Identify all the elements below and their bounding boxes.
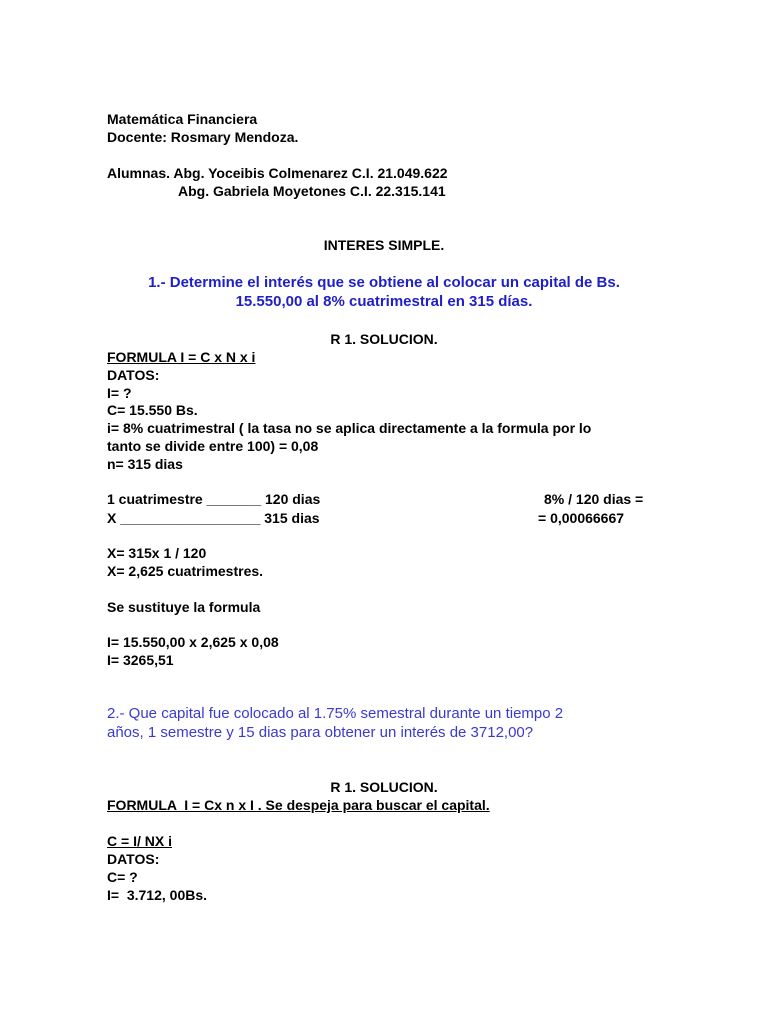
problem1-data-rate-line1: i= 8% cuatrimestral ( la tasa no se aplica directamente a la formula por lo — [107, 420, 592, 436]
problem1-question-line2: 15.550,00 al 8% cuatrimestral en 315 días. — [235, 293, 533, 310]
problem1-data-time: n= 315 dias — [107, 456, 183, 472]
problem2-capital-formula: C = I/ NX i — [107, 833, 172, 849]
problem2-solution-title: R 1. SOLUCION. — [330, 779, 438, 795]
problem1-data-rate-line2: tanto se divide entre 100) = 0,08 — [107, 438, 319, 454]
rate-conversion-line1: 8% / 120 dias = — [544, 491, 644, 507]
problem2-datos: DATOS: — [107, 851, 160, 867]
rule-of-three-line1: 1 cuatrimestre _______ 120 dias — [107, 491, 321, 507]
teacher-name: Docente: Rosmary Mendoza. — [107, 129, 299, 145]
rate-conversion-line2: = 0,00066667 — [538, 510, 625, 526]
problem2-question-line1: 2.- Que capital fue colocado al 1.75% semestral durante un tiempo 2 — [107, 705, 564, 722]
section-title: INTERES SIMPLE. — [323, 237, 445, 253]
problem2-question-line2: años, 1 semestre y 15 dias para obtener un interés de 3712,00? — [107, 724, 534, 741]
interest-result: I= 3265,51 — [107, 652, 174, 668]
problem2-data-interest: I= 3.712, 00Bs. — [107, 887, 208, 903]
x-calculation: X= 315x 1 / 120 — [107, 545, 207, 561]
problem1-solution-title: R 1. SOLUCION. — [330, 331, 438, 347]
problem1-question-line1: 1.- Determine el interés que se obtiene al colocar un capital de Bs. — [148, 274, 620, 291]
student-2: Abg. Gabriela Moyetones C.I. 22.315.141 — [178, 183, 446, 199]
x-result: X= 2,625 cuatrimestres. — [107, 563, 264, 579]
student-1: Alumnas. Abg. Yoceibis Colmenarez C.I. 21.049.622 — [107, 165, 448, 181]
substitute-formula: Se sustituye la formula — [107, 599, 261, 615]
problem2-data-capital: C= ? — [107, 869, 138, 885]
problem1-datos: DATOS: — [107, 367, 160, 383]
course-name: Matemática Financiera — [107, 111, 258, 127]
interest-calculation: I= 15.550,00 x 2,625 x 0,08 — [107, 634, 279, 650]
problem2-formula: FORMULA I = Cx n x I . Se despeja para buscar el capital. — [107, 797, 490, 813]
problem1-data-interest: I= ? — [107, 385, 132, 401]
problem1-formula: FORMULA I = C x N x i — [107, 349, 256, 365]
rule-of-three-line2: X __________________ 315 dias — [107, 510, 320, 526]
problem1-data-capital: C= 15.550 Bs. — [107, 402, 198, 418]
